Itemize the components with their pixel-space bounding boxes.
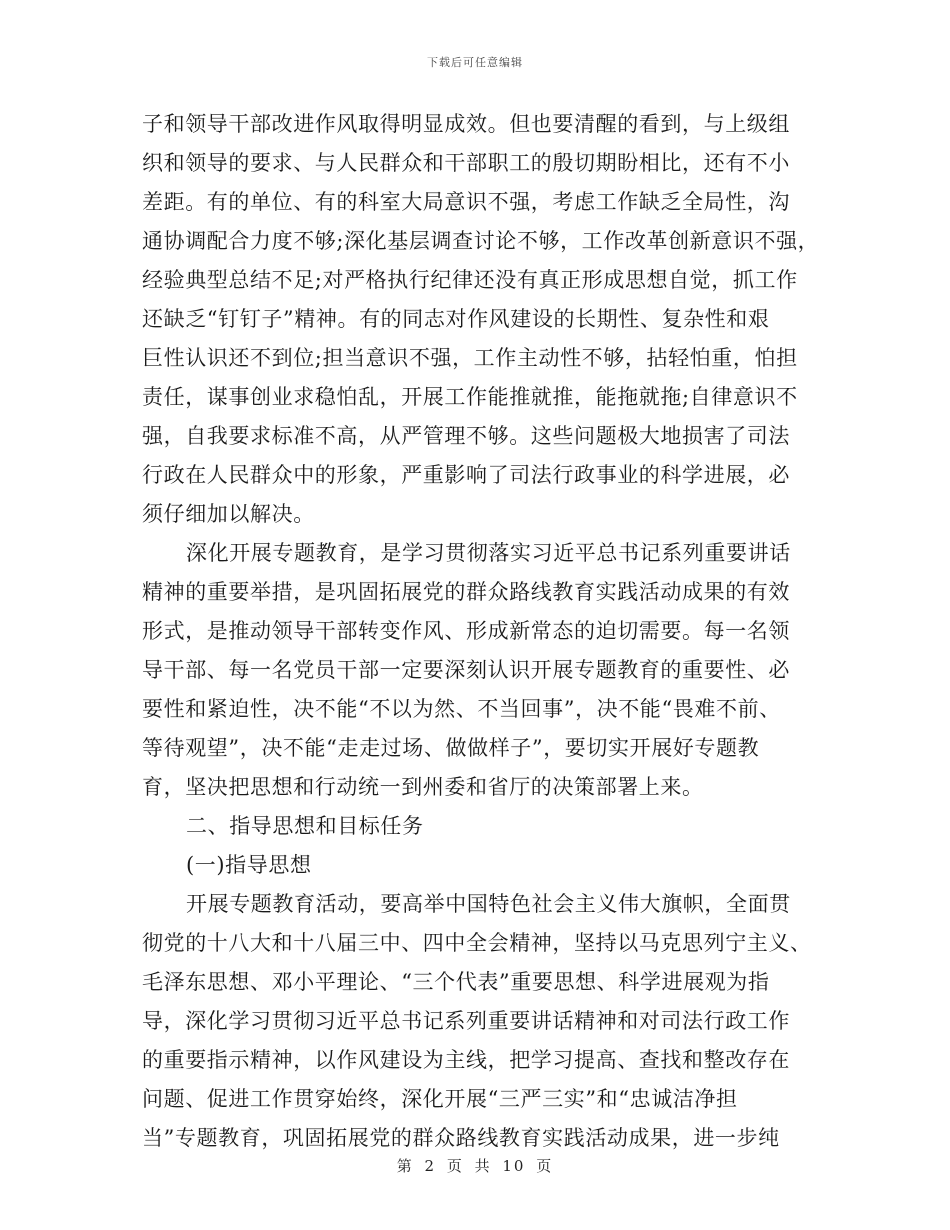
text-line: 织和领导的要求、与人民群众和干部职工的殷切期盼相比，还有不小 — [142, 151, 790, 175]
text-line: 行政在人民群众中的形象，严重影响了司法行政事业的科学进展，必 — [142, 463, 790, 487]
text-line: 精神的重要举措，是巩固拓展党的群众路线教育实践活动成果的有效 — [142, 580, 790, 604]
text-line: 开展专题教育活动，要高举中国特色社会主义伟大旗帜，全面贯 — [186, 892, 791, 916]
text-line: 经验典型总结不足;对严格执行纪律还没有真正形成思想自觉，抓工作 — [142, 268, 798, 292]
text-line: 毛泽东思想、邓小平理论、“三个代表”重要思想、科学进展观为指 — [142, 970, 770, 994]
page-number-footer: 第 2 页 共 10 页 — [396, 1157, 554, 1175]
text-line: 导，深化学习贯彻习近平总书记系列重要讲话精神和对司法行政工作 — [142, 1009, 790, 1033]
text-line: 差距。有的单位、有的科室大局意识不强，考虑工作缺乏全局性，沟 — [142, 190, 790, 214]
text-line: 通协调配合力度不够;深化基层调查讨论不够，工作改革创新意识不强， — [142, 229, 820, 253]
text-line: 导干部、每一名党员干部一定要深刻认识开展专题教育的重要性、必 — [142, 658, 790, 682]
document-body — [142, 105, 822, 1158]
text-line: 要性和紧迫性，决不能“不以为然、不当回事”，决不能“畏难不前、 — [142, 697, 781, 721]
text-line: 问题、促进工作贯穿始终，深化开展“三严三实”和“忠诚洁净担 — [142, 1087, 738, 1111]
text-line: 形式，是推动领导干部转变作风、形成新常态的迫切需要。每一名领 — [142, 619, 790, 643]
text-line: 当”专题教育，巩固拓展党的群众路线教育实践活动成果，进一步纯 — [142, 1126, 780, 1150]
text-line: 二、指导思想和目标任务 — [186, 814, 424, 838]
text-line: 巨性认识还不到位;担当意识不强，工作主动性不够，拈轻怕重，怕担 — [142, 346, 798, 370]
text-line: 子和领导干部改进作风取得明显成效。但也要清醒的看到，与上级组 — [142, 112, 790, 136]
text-line: 还缺乏“钉钉子”精神。有的同志对作风建设的长期性、复杂性和艰 — [142, 307, 770, 331]
text-line: 责任，谋事创业求稳怕乱，开展工作能推就推，能拖就拖;自律意识不 — [142, 385, 798, 409]
text-line: 等待观望”，决不能“走走过场、做做样子”，要切实开展好专题教 — [142, 736, 760, 760]
text-line: 彻党的十八大和十八届三中、四中全会精神，坚持以马克思列宁主义、 — [142, 931, 812, 955]
text-line: 强，自我要求标准不高，从严管理不够。这些问题极大地损害了司法 — [142, 424, 790, 448]
text-line: 深化开展专题教育，是学习贯彻落实习近平总书记系列重要讲话 — [186, 541, 791, 565]
text-line: 须仔细加以解决。 — [142, 502, 315, 526]
text-line: 育，坚决把思想和行动统一到州委和省厅的决策部署上来。 — [142, 775, 704, 799]
page-header: 下载后可任意编辑 — [427, 56, 523, 69]
text-line: 的重要指示精神，以作风建设为主线，把学习提高、查找和整改存在 — [142, 1048, 790, 1072]
text-line: (一)指导思想 — [186, 853, 312, 877]
